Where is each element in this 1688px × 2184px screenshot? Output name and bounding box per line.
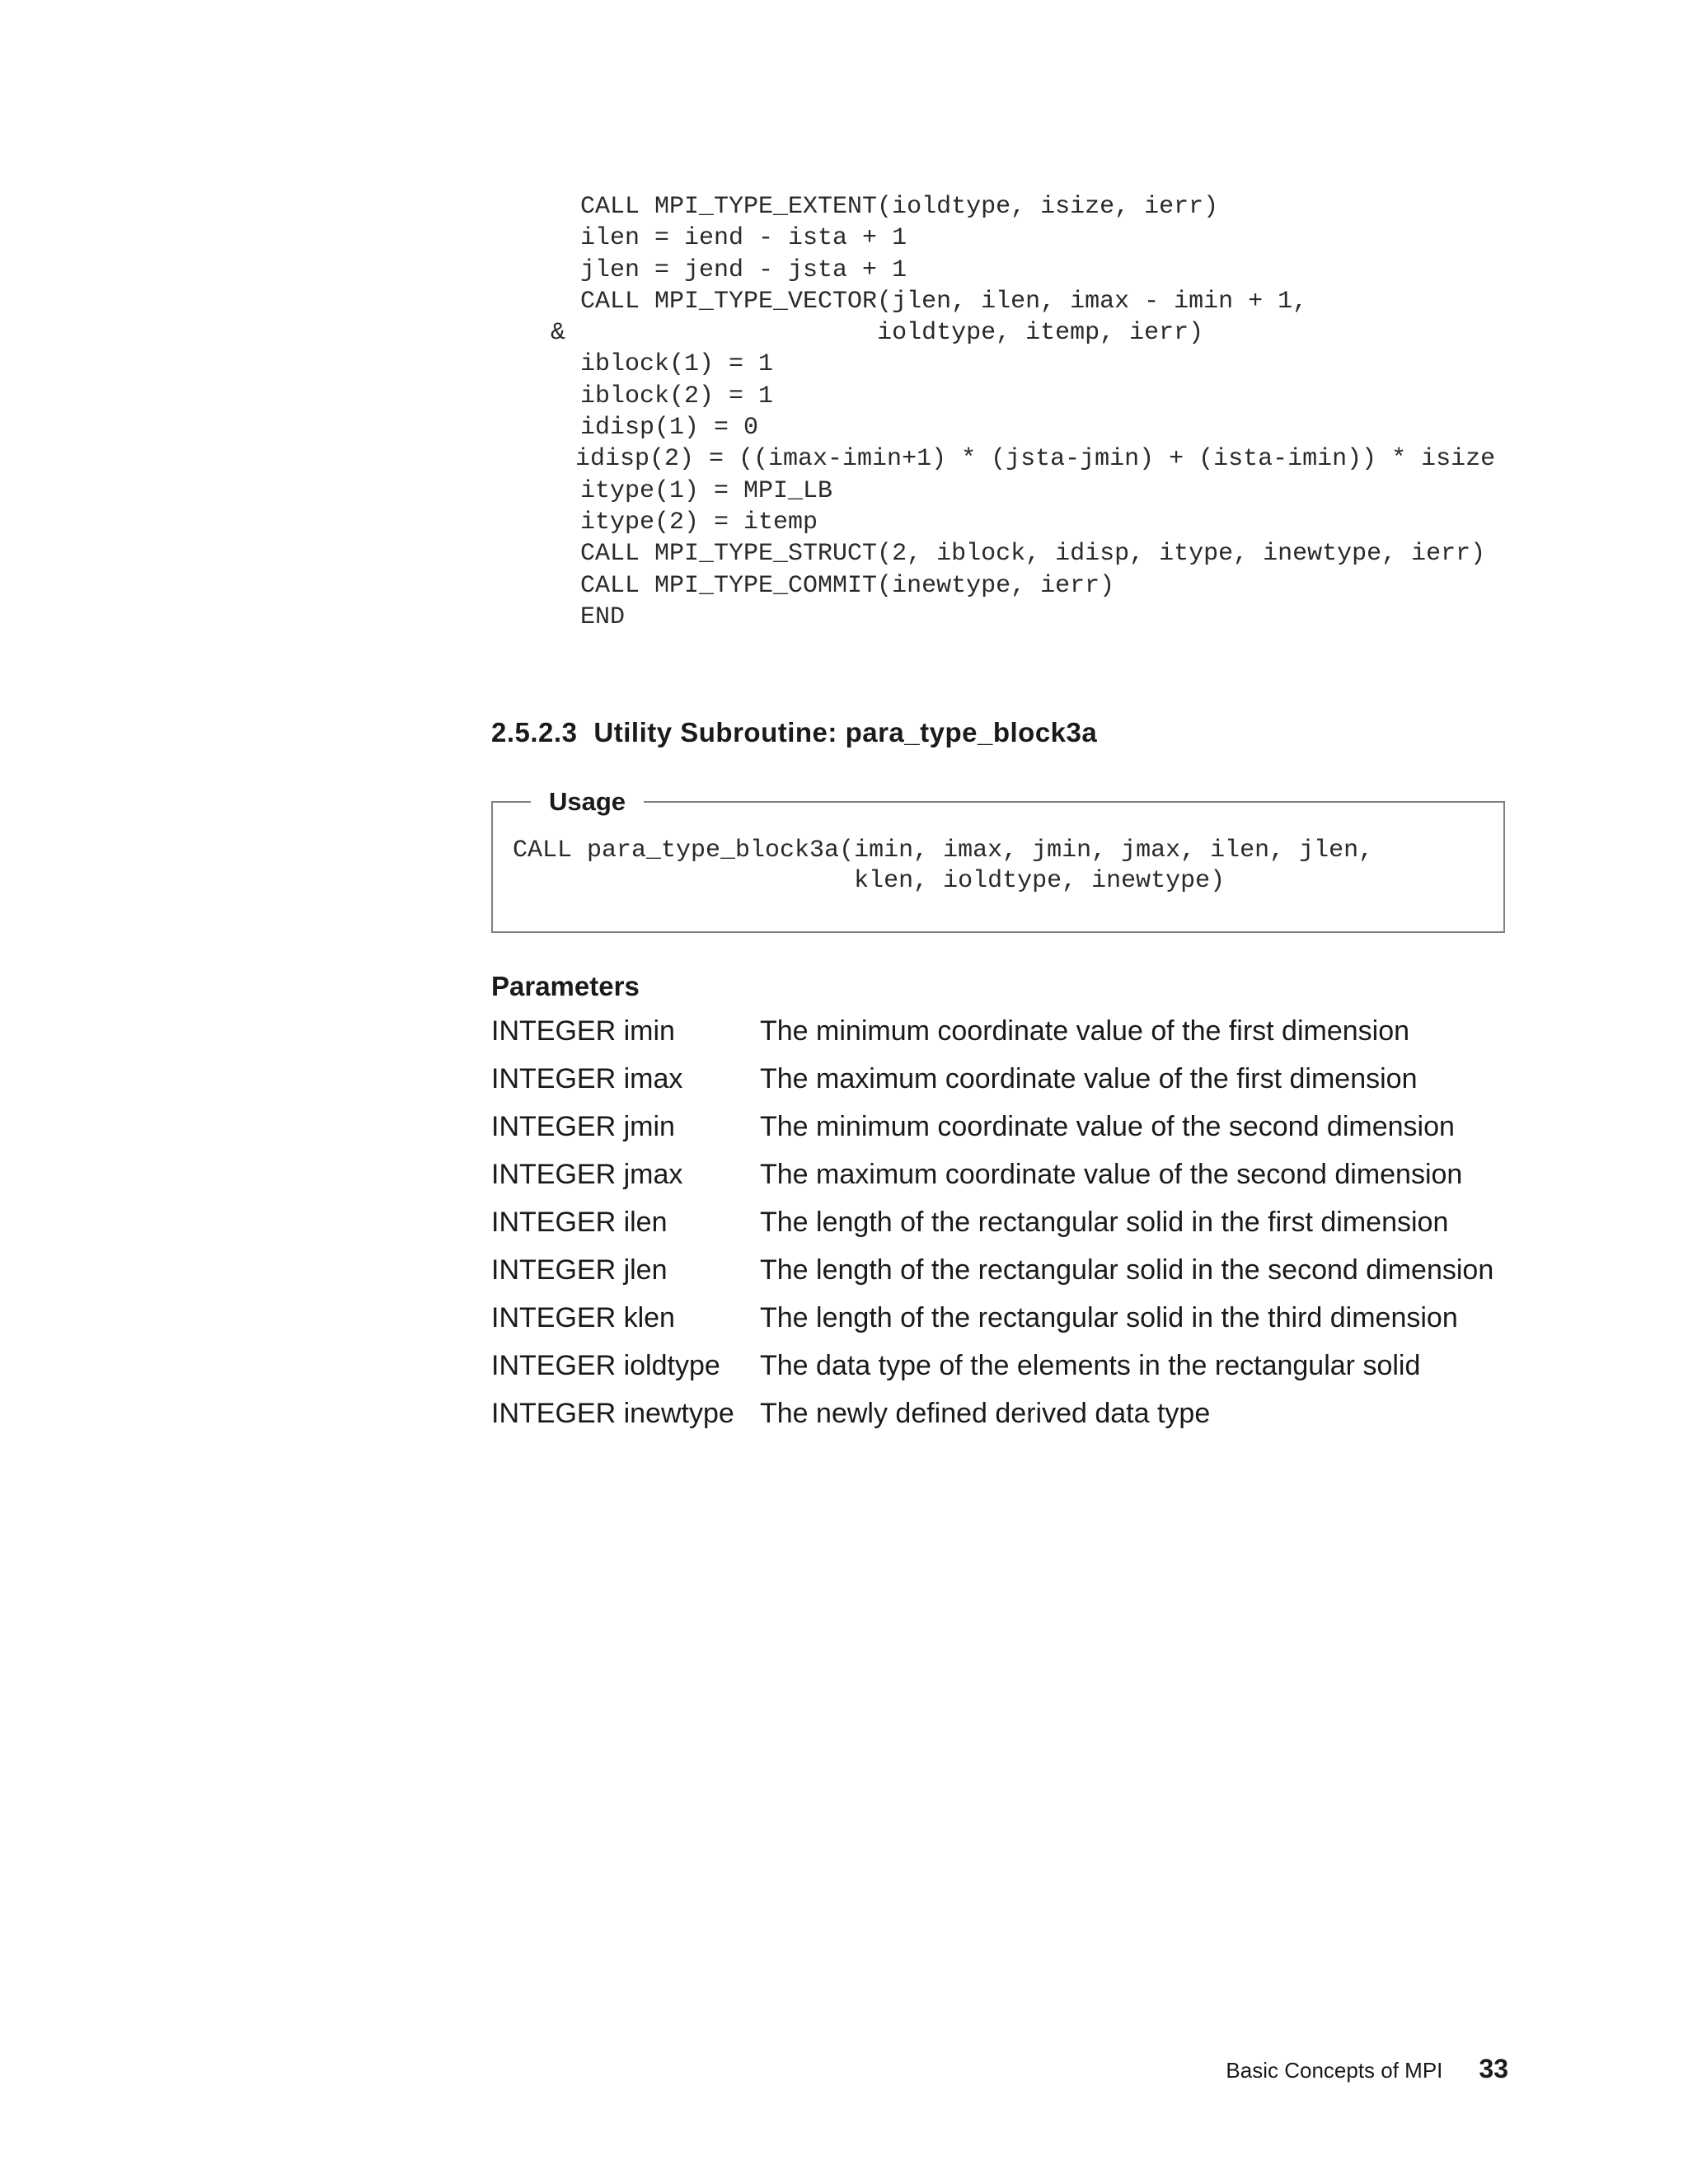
code-line: & ioldtype, itemp, ierr) (551, 319, 1204, 348)
parameter-row (491, 1207, 1513, 1254)
page-number: 33 (1479, 2054, 1508, 2083)
code-line: idisp(1) = 0 (565, 414, 759, 443)
code-line: itype(1) = MPI_LB (565, 476, 833, 505)
parameter-description: The length of the rectangular solid in the third dimension (760, 1302, 1458, 1333)
parameter-description: The maximum coordinate value of the second dimension (760, 1159, 1463, 1190)
parameter-name: INTEGER jlen (491, 1254, 668, 1286)
code-line: CALL MPI_TYPE_EXTENT(ioldtype, isize, ierr) (565, 193, 1219, 221)
parameter-row (491, 1159, 1513, 1207)
parameter-row (491, 1254, 1513, 1302)
parameter-row (491, 1015, 1513, 1063)
section-heading (491, 717, 1097, 748)
parameter-description: The minimum coordinate value of the first dimension (760, 1015, 1410, 1047)
parameter-name: INTEGER imax (491, 1063, 683, 1094)
usage-code-line: CALL para_type_block3a(imin, imax, jmin, jmax, ilen, jlen, (513, 837, 1374, 865)
code-line: ilen = iend - ista + 1 (565, 224, 907, 253)
parameter-name: INTEGER klen (491, 1302, 675, 1333)
code-line: itype(2) = itemp (565, 508, 818, 537)
parameter-description: The newly defined derived data type (760, 1398, 1211, 1429)
code-line: idisp(2) = ((imax-imin+1) * (jsta-jmin) + (ista-imin)) * isize (575, 445, 1496, 474)
code-line: CALL MPI_TYPE_VECTOR(jlen, ilen, imax - imin + 1, (565, 287, 1308, 316)
parameter-name: INTEGER jmin (491, 1111, 675, 1142)
parameter-row (491, 1398, 1513, 1446)
parameter-row (491, 1302, 1513, 1350)
parameter-name: INTEGER imin (491, 1015, 675, 1047)
parameter-row (491, 1063, 1513, 1111)
parameter-name: INTEGER inewtype (491, 1398, 734, 1429)
parameter-description: The minimum coordinate value of the second dimension (760, 1111, 1455, 1142)
section-title: Utility Subroutine: para_type_block3a (593, 717, 1098, 748)
parameters-list (491, 1015, 1513, 1446)
section-number: 2.5.2.3 (491, 717, 578, 748)
parameter-name: INTEGER ilen (491, 1207, 668, 1238)
usage-code (513, 836, 1373, 897)
parameter-row (491, 1350, 1513, 1398)
parameter-description: The maximum coordinate value of the first dimension (760, 1063, 1418, 1094)
parameter-row (491, 1111, 1513, 1159)
parameters-heading: Parameters (491, 971, 640, 1001)
usage-code-line: klen, ioldtype, inewtype) (513, 867, 1226, 895)
code-line: iblock(2) = 1 (565, 382, 774, 410)
usage-box (491, 787, 1505, 933)
parameter-name: INTEGER jmax (491, 1159, 683, 1190)
parameter-name: INTEGER ioldtype (491, 1350, 720, 1381)
code-line: jlen = jend - jsta + 1 (565, 255, 907, 284)
code-listing (551, 191, 1496, 633)
parameter-description: The length of the rectangular solid in the second dimension (760, 1254, 1494, 1286)
usage-label: Usage (531, 780, 644, 824)
code-line: iblock(1) = 1 (565, 350, 774, 379)
footer-title: Basic Concepts of MPI (1226, 2058, 1443, 2083)
page-footer (1226, 2054, 1508, 2084)
parameter-description: The length of the rectangular solid in the first dimension (760, 1207, 1449, 1238)
code-line: END (565, 602, 626, 631)
parameter-description: The data type of the elements in the rectangular solid (760, 1350, 1421, 1381)
code-line: CALL MPI_TYPE_COMMIT(inewtype, ierr) (565, 571, 1115, 600)
code-line: CALL MPI_TYPE_STRUCT(2, iblock, idisp, itype, inewtype, ierr) (565, 540, 1486, 569)
